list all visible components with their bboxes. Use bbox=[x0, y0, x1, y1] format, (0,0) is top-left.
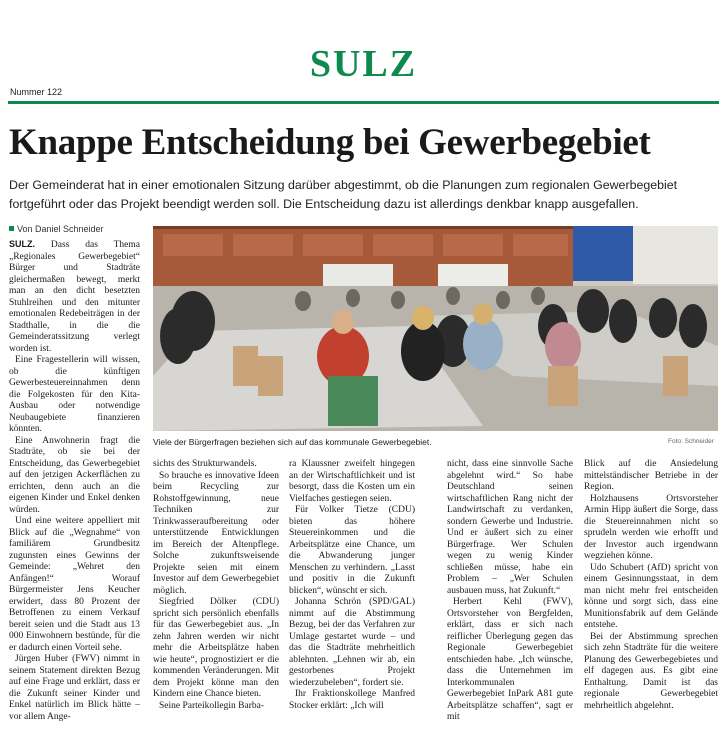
paragraph: sichts des Strukturwandels. bbox=[153, 459, 257, 469]
paragraph: Ihr Fraktionskollege Manfred Stocker erklärt: „Ich will bbox=[289, 689, 415, 711]
paragraph: Udo Schubert (AfD) spricht von einem Gesinnungsstaat, in dem man nicht mehr frei entscheiden könne und sorgt sich, dass eine Munitionsfabrik auf dem Gelände entstehe. bbox=[584, 562, 718, 630]
paragraph: Herbert Kehl (FWV), Ortsvorsteher von Bergfelden, erklärt, dass er sich nach reiflicher Überlegung gegen das Regionale Gewerbegebiet entschieden habe. „Ich wünsche, dass die Unternehmen im Interkommunalen Gewerbegebiet InPark A81 gute Arbeitsplätze schaffen“, sagt er mit bbox=[447, 597, 573, 722]
paragraph: Siegfried Dölker (CDU) spricht sich persönlich ebenfalls für das Gewerbegebiet aus. „In zehn Jahren werden wir nicht mehr die Arbeitsplätze haben wie heute“, prognostiziert er die kommenden Veränderungen. Mit dem Projekt könne man den Kindern eine Chance bieten. bbox=[153, 597, 279, 699]
paragraph: Für Volker Tietze (CDU) bieten das höhere Steuereinkommen und die Arbeitsplätze eine Chance, um die Abwanderung junger Menschen zu verhindern. „Lasst und positiv in die Zukunft blicken“, wünscht er sich. bbox=[289, 505, 415, 596]
author-byline bbox=[9, 224, 104, 234]
paragraph: ra Klaussner zweifelt hingegen an der Wirtschaftlichkeit und ist besorgt, dass die Kosten um ein Vielfaches gestiegen seien. bbox=[289, 459, 415, 504]
byline-marker-icon bbox=[9, 226, 14, 231]
article-column-2 bbox=[153, 459, 279, 712]
article-teaser: Der Gemeinderat hat in einer emotionalen Sitzung darüber abgestimmt, ob die Planungen zum regionalen Gewerbegebiet fortgeführt oder das Projekt beendigt werden soll. Die Entscheidung dazu ist allerdings denkbar knapp ausgefallen. bbox=[9, 178, 678, 211]
article-photo bbox=[153, 226, 718, 431]
photo-caption: Viele der Bürgerfragen beziehen sich auf das kommunale Gewerbegebiet. bbox=[153, 437, 432, 447]
paragraph: Johanna Schrön (SPD/GAL) nimmt auf die Abstimmung Bezug, bei der das Verfahren zur Umlage gestartet wurde – und das die Stadträte mehrheitlich ablehnten. „Lehnen wir ab, ein gestorbenes Projekt wiederzubeleben“, fordert sie. bbox=[289, 597, 415, 688]
section-divider bbox=[8, 101, 719, 104]
issue-number: Nummer 122 bbox=[10, 87, 63, 97]
article-column-5 bbox=[584, 459, 718, 712]
article-headline: Knappe Entscheidung bei Gewerbegebiet bbox=[9, 122, 651, 163]
paragraph: So brauche es innovative Ideen beim Recycling zur Rohstoffgewinnung, neue Techniken zur Trinkwasseraufbereitung oder unterstützende Entwicklungen im Bereich der Altenpflege. Solche zukunftsweisende Projekte seien mit einem Investor auf dem Gewerbegebiet möglich. bbox=[153, 470, 279, 596]
author-name: Von Daniel Schneider bbox=[17, 224, 104, 234]
article-column-4 bbox=[447, 459, 573, 724]
paragraph bbox=[9, 239, 140, 355]
article-column-3 bbox=[289, 459, 415, 712]
paragraph: Blick auf die Ansiedelung mittelständischer Betriebe in der Region. bbox=[584, 459, 718, 492]
meeting-hall-photo bbox=[153, 226, 718, 431]
paragraph: Bei der Abstimmung sprechen sich zehn Stadträte für die weitere Planung des Gewerbegebietes und elf dagegen aus. Es gibt eine Enthaltung. Damit ist das regionale Gewerbegebiet mehrheitlich abgelehnt. bbox=[584, 631, 718, 711]
paragraph: Seine Parteikollegin Barba- bbox=[159, 700, 264, 711]
paragraph: Eine Anwohnerin fragt die Stadträte, ob sie bei der Entscheidung, das Gewerbegebiet auf den jetzigen Ackerflächen zu errichten, denn auch an die eigenen Kinder und Enkel denken würden. bbox=[9, 435, 140, 515]
article-column-1 bbox=[9, 239, 140, 723]
paragraph: nicht, dass eine sinnvolle Sache abgelehnt wird.“ So habe Deutschland seinen wirtschaftlichen Rang nicht der Landwirtschaft zu verdanken, sondern Gewerbe und Industrie. Und er äußert sich zu einer Bürgerfrage. Wer Schulen wegen zu wenig Kinder schließen müsse, habe ein Problem – „Wer Schulen ausbauen muss, hat Zukunft.“ bbox=[447, 459, 573, 596]
paragraph: Jürgen Huber (FWV) nimmt in seinem Statement direkten Bezug auf eine Frage und erklärt, dass er die Zukunft seiner Kinder und Enkel natürlich im Blick hätte – vor allem Ange- bbox=[9, 654, 140, 722]
paragraph-text: Dass das Thema „Regionales Gewerbegebiet“ Bürger und Stadträte gleichermaßen bewegt, merkt man an den dicht besetzten Stuhlreihen und den mitunter emotionalen Redebeiträgen in der Stadthalle, in die die Gemeinderatssitzung verlegt worden ist. bbox=[9, 240, 141, 354]
paragraph: Und eine weitere appelliert mit Blick auf die „Wegnahme“ von familiärem Grundbesitz zugunsten eines Gewinns der Gemeinde: „Wehret den Anfängen!“ Worauf Bürgermeister Jens Keucher erwidert, dass 80 Prozent der Betroffenen zu einem Verkauf bereit seien und die Stadt aus 13 000 Einwohnern bestünde, für die er dadurch einen Vorteil sehe. bbox=[9, 516, 140, 653]
section-title: SULZ bbox=[309, 43, 418, 85]
photo-credit: Foto: Schneider bbox=[668, 438, 714, 445]
paragraph: Holzhausens Ortsvorsteher Armin Hipp äußert die Sorge, dass die Steuereinnahmen nicht so sprudeln werden wie erhofft und der Investor auch irgendwann wegziehen könne. bbox=[584, 493, 718, 561]
dateline: SULZ. bbox=[9, 239, 35, 249]
paragraph: Eine Fragestellerin will wissen, ob die künftigen Gewerbesteuereinnahmen denn die Folgekosten für den Kita-Ausbau oder notwendige Neubaugebiete finanzieren könnten. bbox=[9, 355, 140, 434]
